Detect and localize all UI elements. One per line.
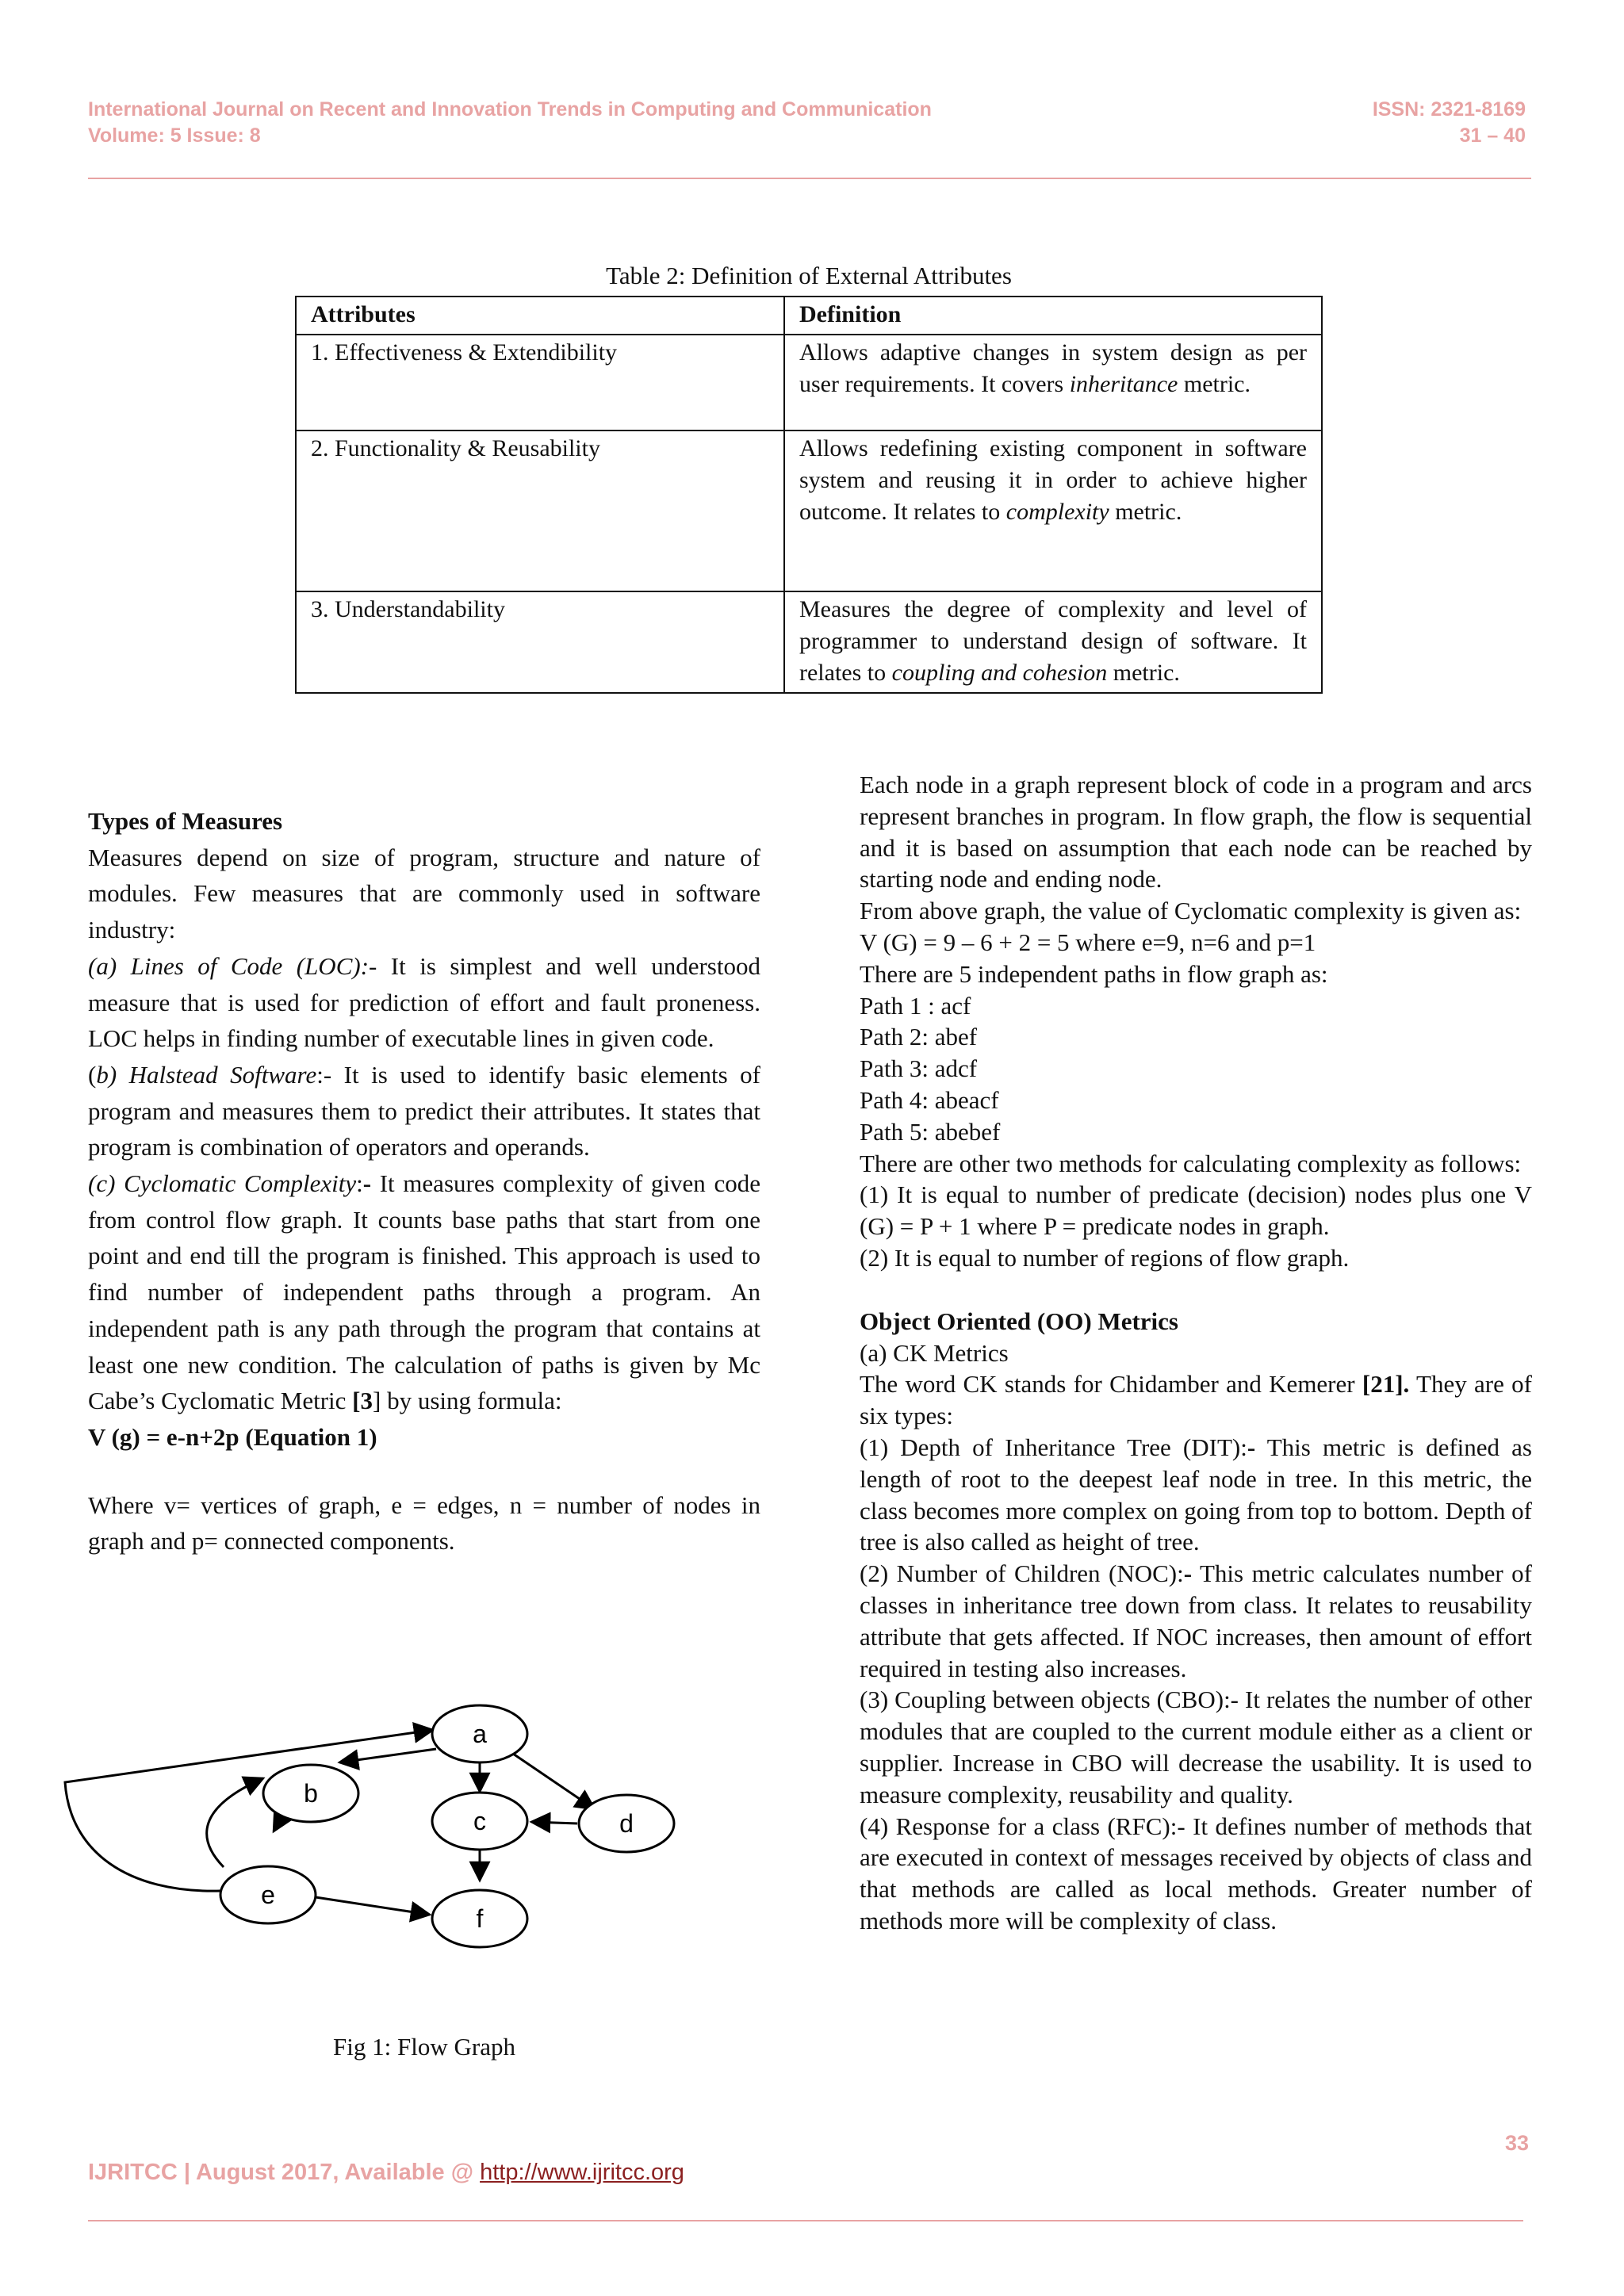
node-label-b: b — [304, 1779, 318, 1808]
other-methods-intro: There are other two methods for calculating complexity as follows: — [860, 1149, 1522, 1177]
node-label-c: c — [473, 1807, 486, 1835]
table-cell-attribute: 1. Effectiveness & Extendibility — [296, 335, 784, 430]
path-item: Path 3: adcf — [860, 1054, 978, 1083]
path-item: Path 5: abebef — [860, 1117, 1001, 1146]
measures-intro: Measures depend on size of program, structure and nature of modules. Few measures that are commonly used in software industry: — [88, 843, 760, 944]
edge-a-b — [339, 1749, 436, 1762]
page-number: 33 — [1504, 2131, 1529, 2155]
section-heading-oo-metrics: Object Oriented (OO) Metrics — [860, 1307, 1178, 1335]
cyclomatic-value-intro: From above graph, the value of Cyclomatic complexity is given as: — [860, 897, 1522, 925]
node-label-f: f — [476, 1904, 484, 1933]
table-row — [296, 430, 1322, 591]
path-item: Path 4: abeacf — [860, 1085, 999, 1114]
page-range: 31 – 40 — [1459, 124, 1526, 147]
external-attributes-table — [295, 296, 1323, 694]
method-2: (2) It is equal to number of regions of flow graph. — [860, 1243, 1350, 1272]
node-label-e: e — [261, 1881, 275, 1909]
table-cell-attribute: 2. Functionality & Reusability — [296, 430, 784, 591]
ck-metrics-label: (a) CK Metrics — [860, 1338, 1009, 1367]
edge-e-f — [316, 1897, 430, 1915]
journal-title: International Journal on Recent and Innovation Trends in Computing and Communication — [88, 98, 932, 121]
graph-explanation: Each node in a graph represent block of code in a program and arcs represent branches in program. In flow graph, the flow is sequential and it is based on assumption that each node can be reached by starting node and ending node. — [860, 771, 1532, 894]
footer-rule — [88, 2220, 1523, 2221]
paths-intro: There are 5 independent paths in flow graph as: — [860, 959, 1328, 988]
rfc-paragraph: (4) Response for a class (RFC):- It defines number of methods that are executed in context of messages received by objects of class and that methods are called as local methods. Greater number of methods more will be complexity of class. — [860, 1812, 1532, 1934]
right-column — [860, 769, 1532, 1937]
footer-text: IJRITCC | August 2017, Available @ http://www.ijritcc.org — [88, 2160, 684, 2185]
table-cell-definition: Allows adaptive changes in system design as per user requirements. It covers inheritance metric. — [784, 335, 1322, 430]
journal-link[interactable]: http://www.ijritcc.org — [480, 2160, 684, 2185]
table-cell-definition: Allows redefining existing component in software system and reusing it in order to achieve higher outcome. It relates to complexity metric. — [784, 430, 1322, 591]
edge-e-b — [207, 1778, 263, 1867]
noc-paragraph: (2) Number of Children (NOC):- This metric calculates number of classes in inheritance tree down from class. It relates to reusability attribute that gets affected. If NOC increases, then amount of effort required in testing also increases. — [860, 1559, 1532, 1682]
table-header-attributes: Attributes — [296, 297, 784, 335]
volume-issue: Volume: 5 Issue: 8 — [88, 124, 261, 147]
table-row — [296, 335, 1322, 430]
cbo-paragraph: (3) Coupling between objects (CBO):- It relates the number of other modules that are coupled to the current module either as a client or supplier. Increase in CBO will decrease the usability. It is used to measure complexity, reusability and quality. — [860, 1686, 1532, 1808]
node-label-d: d — [619, 1809, 634, 1838]
table-cell-attribute: 3. Understandability — [296, 591, 784, 693]
left-column — [88, 803, 760, 1559]
method-1: (1) It is equal to number of predicate (decision) nodes plus one V (G) = P + 1 where P = predicate nodes in graph. — [860, 1181, 1532, 1241]
node-label-a: a — [473, 1720, 487, 1748]
figure-caption: Fig 1: Flow Graph — [333, 2033, 515, 2061]
loc-paragraph: (a) Lines of Code (LOC):- It is simplest and well understood measure that is used for prediction of effort and fault proneness. LOC helps in finding number of executable lines in given code. — [88, 951, 760, 1053]
halstead-paragraph: (b) Halstead Software:- It is used to identify basic elements of program and measures them to predict their attributes. It states that program is combination of operators and operands. — [88, 1060, 760, 1161]
table-caption: Table 2: Definition of External Attributes — [606, 262, 1012, 289]
equation-1: V (g) = e-n+2p (Equation 1) — [88, 1422, 377, 1451]
table-header-definition: Definition — [784, 297, 1322, 335]
flow-graph — [56, 1681, 714, 2022]
edge-e-a — [65, 1730, 433, 1891]
issn: ISSN: 2321-8169 — [1372, 98, 1526, 121]
table-cell-definition: Measures the degree of complexity and level of programmer to understand design of software. It relates to coupling and cohesion metric. — [784, 591, 1322, 693]
cyclomatic-paragraph: (c) Cyclomatic Complexity:- It measures complexity of given code from control flow graph. It counts base paths that start from one point and end till the program is finished. This approach is used to find number of independent paths through a program. An independent path is any path through the program that contains at least one new condition. The calculation of paths is given by Mc Cabe’s Cyclomatic Metric [3] by using formula: — [88, 1169, 760, 1415]
table-row — [296, 591, 1322, 693]
path-item: Path 2: abef — [860, 1023, 978, 1051]
cyclomatic-value: V (G) = 9 – 6 + 2 = 5 where e=9, n=6 and p=1 — [860, 928, 1316, 956]
dit-paragraph: (1) Depth of Inheritance Tree (DIT):- This metric is defined as length of root to the deepest leaf node in tree. In this metric, the class becomes more complex on going from top to bottom. Depth of tree is also called as height of tree. — [860, 1433, 1533, 1556]
section-heading-types-of-measures: Types of Measures — [88, 807, 283, 835]
header-rule — [88, 178, 1531, 179]
edge-d-c — [531, 1822, 577, 1823]
edge-a-d — [513, 1754, 595, 1809]
table-header-row — [296, 297, 1322, 335]
path-item: Path 1 : acf — [860, 991, 971, 1020]
ck-metrics-paragraph: The word CK stands for Chidamber and Kemerer [21]. They are of six types: — [860, 1370, 1532, 1430]
where-paragraph: Where v= vertices of graph, e = edges, n = number of nodes in graph and p= connected components. — [88, 1490, 760, 1556]
